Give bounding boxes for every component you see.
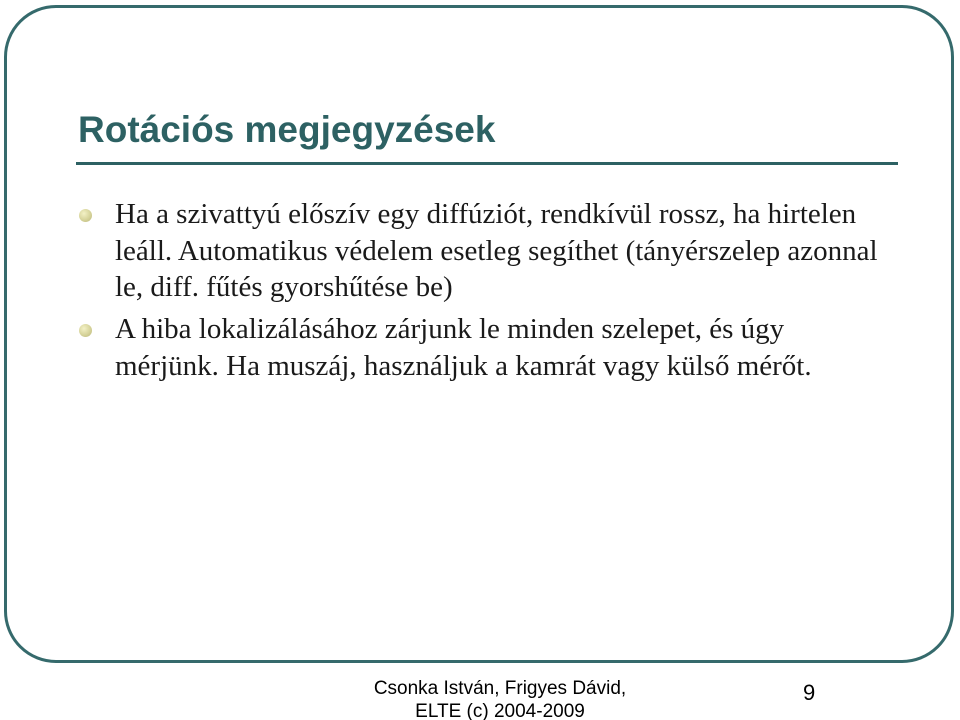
- footer-authors: Csonka István, Frigyes Dávid,: [373, 678, 627, 699]
- slide-title: Rotációs megjegyzések: [78, 109, 496, 150]
- footer-copyright: ELTE (c) 2004-2009: [415, 701, 585, 720]
- bullet-list: [78, 196, 883, 390]
- bullet-text: Ha a szivattyú előszív egy diffúziót, rendkívül rossz, ha hirtelen leáll. Automatikus védelem esetleg segíthet (tányérszelep azonnal le, diff. fűtés gyorshűtése be): [115, 198, 878, 304]
- bullet-text: A hiba lokalizálásához zárjunk le minden szelepet, és úgy mérjünk. Ha muszáj, használjuk a kamrát vagy külső mérőt.: [115, 313, 812, 382]
- footer-credit: [352, 677, 648, 720]
- bullet-item: [78, 196, 883, 306]
- bullet-item: [78, 311, 883, 384]
- page-number: 9: [803, 680, 816, 705]
- title-underline: [76, 162, 898, 165]
- bullet-icon: [79, 324, 92, 337]
- bullet-icon: [79, 209, 92, 222]
